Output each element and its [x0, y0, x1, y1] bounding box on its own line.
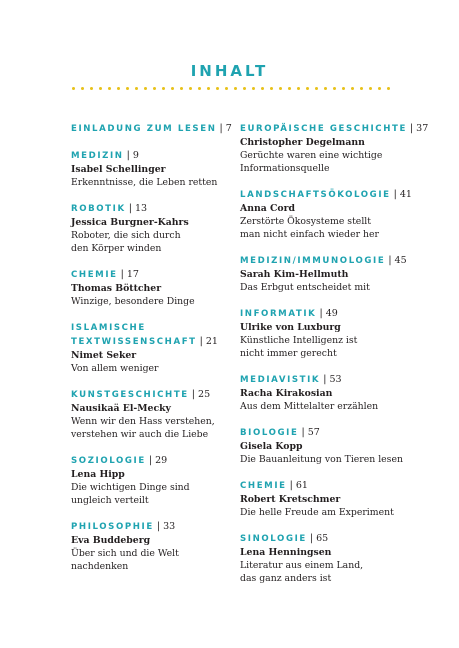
divider-dot: [315, 87, 318, 90]
divider-dot: [153, 87, 156, 90]
toc-page-number: 45: [394, 255, 407, 266]
toc-category-line: [71, 202, 246, 216]
divider-dot: [306, 87, 309, 90]
toc-description: Zerstörte Ökosysteme stellt: [240, 216, 371, 227]
toc-description: man nicht einfach wieder her: [240, 229, 379, 240]
toc-author: Gisela Kopp: [240, 441, 303, 452]
divider-dot: [207, 87, 210, 90]
toc-entry[interactable]: [71, 454, 246, 507]
toc-author: Eva Buddeberg: [71, 535, 151, 546]
dotted-divider: [72, 86, 390, 90]
toc-category-line: [71, 321, 246, 335]
toc-description: Erkenntnisse, die Leben retten: [71, 177, 218, 188]
divider-dot: [180, 87, 183, 90]
toc-category-line: [240, 479, 415, 493]
toc-separator: |: [117, 269, 127, 280]
toc-entry[interactable]: [71, 520, 246, 573]
divider-dot: [126, 87, 129, 90]
toc-category: CHEMIE: [240, 481, 287, 491]
toc-category: SOZIOLOGIE: [71, 456, 146, 466]
toc-description: Winzige, besondere Dinge: [71, 296, 195, 307]
divider-dot: [297, 87, 300, 90]
divider-dot: [108, 87, 111, 90]
divider-dot: [351, 87, 354, 90]
toc-entry[interactable]: [71, 202, 246, 255]
toc-description: Gerüchte waren eine wichtige: [240, 150, 383, 161]
toc-category-line: [240, 122, 429, 136]
toc-description: nachdenken: [71, 561, 129, 572]
toc-entry[interactable]: [240, 307, 415, 360]
toc-category-line: [240, 426, 415, 440]
toc-entry[interactable]: [240, 479, 415, 519]
toc-author: Anna Cord: [240, 203, 295, 214]
toc-category: EUROPÄISCHE GESCHICHTE: [240, 124, 407, 134]
divider-dot: [270, 87, 273, 90]
toc-page-number: 53: [329, 374, 342, 385]
divider-dot: [216, 87, 219, 90]
toc-entry[interactable]: [240, 373, 415, 413]
toc-category: BIOLOGIE: [240, 428, 299, 438]
divider-dot: [261, 87, 264, 90]
toc-page-number: 41: [399, 189, 412, 200]
divider-dot: [189, 87, 192, 90]
toc-entry[interactable]: [71, 122, 246, 136]
toc-category-line: [71, 454, 246, 468]
divider-dot: [99, 87, 102, 90]
toc-description: verstehen wir auch die Liebe: [71, 429, 209, 440]
toc-category-line: [240, 307, 415, 321]
toc-entry[interactable]: [240, 254, 415, 294]
toc-category: ISLAMISCHE: [71, 323, 146, 333]
page-title: INHALT: [190, 62, 269, 80]
toc-page-number: 37: [416, 123, 429, 134]
toc-separator: |: [390, 189, 400, 200]
toc-entry[interactable]: [240, 532, 415, 585]
toc-author: Nausikaä El-Mecky: [71, 403, 171, 414]
toc-entry[interactable]: [71, 149, 246, 189]
toc-page-number: 49: [325, 308, 338, 319]
toc-right-column: [240, 122, 429, 598]
divider-dot: [117, 87, 120, 90]
toc-author: Lena Henningsen: [240, 547, 332, 558]
toc-category: CHEMIE: [71, 270, 118, 280]
toc-separator: |: [145, 455, 156, 466]
toc-author: Sarah Kim-Hellmuth: [240, 269, 349, 280]
toc-description: Das Erbgut entscheidet mit: [240, 282, 370, 293]
toc-category: KUNSTGESCHICHTE: [71, 390, 189, 400]
toc-category: TEXTWISSENSCHAFT: [71, 337, 197, 347]
divider-dot: [72, 87, 75, 90]
toc-separator: |: [188, 389, 199, 400]
toc-author: Christopher Degelmann: [240, 137, 365, 148]
toc-separator: |: [123, 150, 133, 161]
toc-description: Roboter, die sich durch: [71, 230, 181, 241]
toc-author: Jessica Burgner-Kahrs: [71, 217, 189, 228]
divider-dot: [324, 87, 327, 90]
toc-description: Literatur aus einem Land,: [240, 560, 364, 571]
toc-page-number: 7: [225, 123, 232, 134]
divider-dot: [387, 87, 390, 90]
toc-description: Die Bauanleitung von Tieren lesen: [240, 454, 403, 465]
toc-separator: |: [320, 374, 330, 385]
toc-category-line: [71, 122, 246, 136]
toc-category-line: [71, 149, 246, 163]
toc-page-number: 13: [134, 203, 148, 214]
toc-separator: |: [125, 203, 135, 214]
toc-page-number: 33: [163, 521, 176, 532]
toc-category: PHILOSOPHIE: [71, 522, 154, 532]
toc-category-line: [240, 188, 415, 202]
toc-category: EINLADUNG ZUM LESEN: [71, 124, 217, 134]
toc-description: Wenn wir den Hass verstehen,: [71, 416, 215, 427]
toc-author: Thomas Böttcher: [71, 283, 162, 294]
toc-category: SINOLOGIE: [240, 534, 307, 544]
divider-dot: [333, 87, 336, 90]
toc-category-line: [240, 373, 415, 387]
toc-description: das ganz anders ist: [240, 573, 332, 584]
toc-author: Nimet Seker: [71, 350, 137, 361]
toc-separator: |: [406, 123, 417, 134]
toc-category: MEDIZIN/IMMUNOLOGIE: [240, 256, 386, 266]
toc-category-line: [71, 520, 246, 534]
divider-dot: [225, 87, 228, 90]
toc-description: ungleich verteilt: [71, 495, 149, 506]
toc-author: Robert Kretschmer: [240, 494, 341, 505]
divider-dot: [198, 87, 201, 90]
divider-dot: [378, 87, 381, 90]
toc-entry[interactable]: [240, 122, 429, 175]
toc-category: LANDSCHAFTSÖKOLOGIE: [240, 190, 391, 200]
toc-category: MEDIZIN: [71, 151, 124, 161]
toc-description: den Körper winden: [71, 243, 162, 254]
toc-category: INFORMATIK: [240, 309, 317, 319]
toc-description: Über sich und die Welt: [71, 548, 179, 559]
divider-dot: [288, 87, 291, 90]
divider-dot: [243, 87, 246, 90]
toc-category: MEDIAVISTIK: [240, 375, 321, 385]
toc-description: Informationsquelle: [240, 163, 330, 174]
toc-author: Isabel Schellinger: [71, 164, 166, 175]
toc-entry[interactable]: [240, 188, 415, 241]
toc-category: ROBOTIK: [71, 204, 126, 214]
toc-category-line: [240, 254, 415, 268]
toc-description: Aus dem Mittelalter erzählen: [240, 401, 379, 412]
toc-entry[interactable]: [240, 426, 415, 466]
divider-dot: [342, 87, 345, 90]
toc-description: Von allem weniger: [71, 363, 159, 374]
toc-page-number: 65: [316, 533, 329, 544]
toc-author: Racha Kirakosian: [240, 388, 333, 399]
toc-separator: |: [153, 521, 164, 532]
toc-separator: |: [306, 533, 317, 544]
toc-category-line: [71, 335, 246, 349]
toc-entry[interactable]: [71, 321, 246, 375]
toc-entry[interactable]: [71, 388, 246, 441]
divider-dot: [369, 87, 372, 90]
toc-description: Die helle Freude am Experiment: [240, 507, 394, 518]
toc-author: Ulrike von Luxburg: [240, 322, 341, 333]
toc-description: nicht immer gerecht: [240, 348, 337, 359]
toc-page-number: 61: [295, 480, 308, 491]
toc-page-number: 17: [126, 269, 139, 280]
divider-dot: [234, 87, 237, 90]
toc-category-line: [71, 268, 246, 282]
toc-separator: |: [286, 480, 296, 491]
divider-dot: [252, 87, 255, 90]
toc-page-number: 25: [198, 389, 211, 400]
toc-author: Lena Hipp: [71, 469, 125, 480]
divider-dot: [279, 87, 282, 90]
toc-page-number: 21: [205, 336, 218, 347]
divider-dot: [171, 87, 174, 90]
toc-separator: |: [385, 255, 395, 266]
toc-entry[interactable]: [71, 268, 246, 308]
toc-separator: |: [298, 427, 308, 438]
divider-dot: [144, 87, 147, 90]
divider-dot: [90, 87, 93, 90]
toc-description: Künstliche Intelligenz ist: [240, 335, 358, 346]
toc-separator: |: [216, 123, 226, 134]
toc-separator: |: [316, 308, 326, 319]
toc-page-number: 9: [132, 150, 139, 161]
divider-dot: [135, 87, 138, 90]
divider-dot: [162, 87, 165, 90]
toc-category-line: [71, 388, 246, 402]
toc-separator: |: [196, 336, 206, 347]
toc-page-number: 57: [307, 427, 320, 438]
divider-dot: [81, 87, 84, 90]
toc-left-column: [71, 122, 246, 586]
toc-category-line: [240, 532, 415, 546]
toc-page-number: 29: [155, 455, 168, 466]
divider-dot: [360, 87, 363, 90]
toc-description: Die wichtigen Dinge sind: [71, 482, 190, 493]
